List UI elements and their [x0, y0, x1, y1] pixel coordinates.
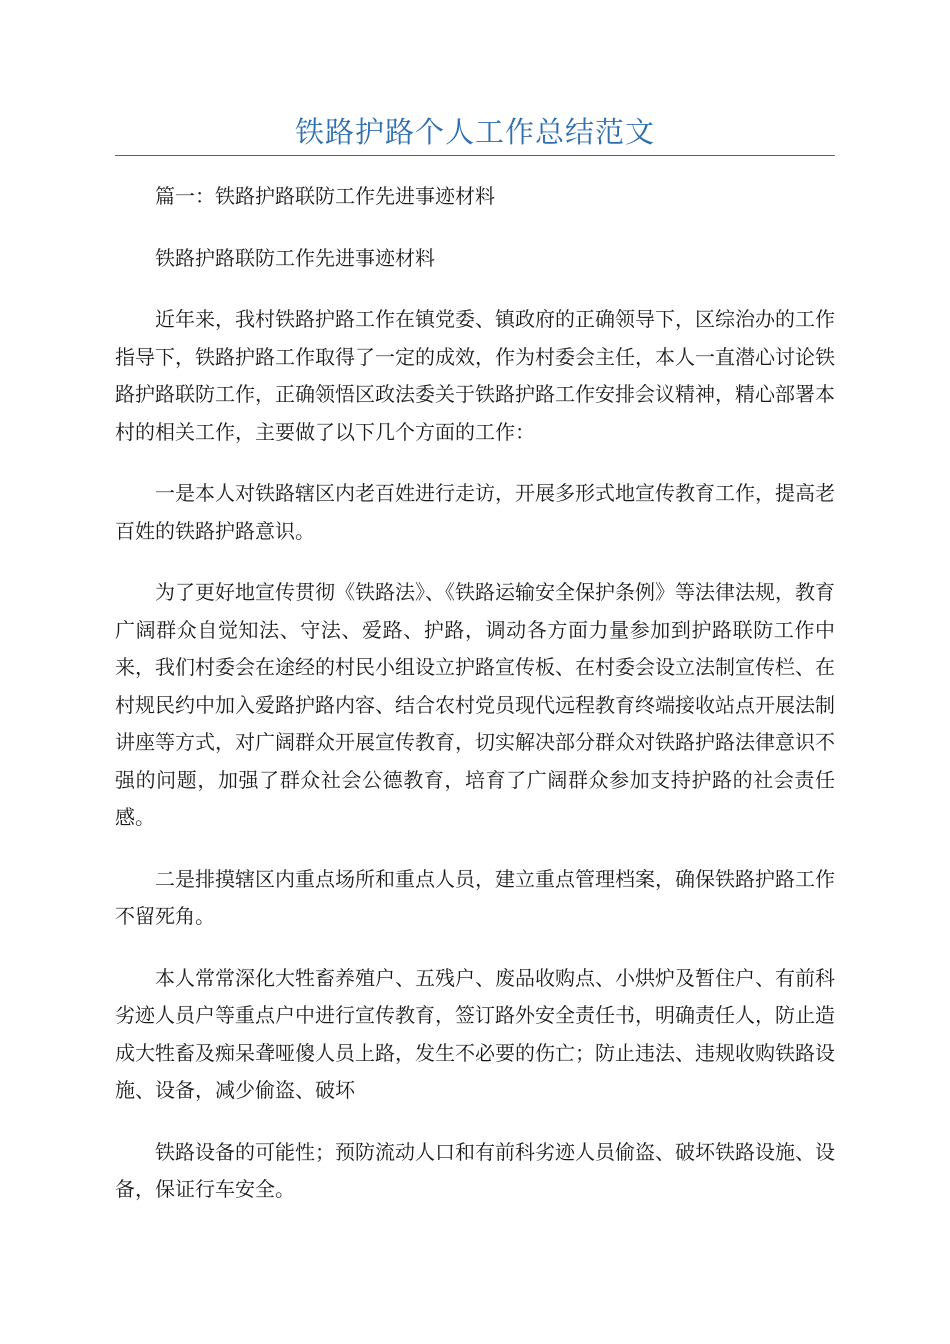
paragraph: 为了更好地宣传贯彻《铁路法》、《铁路运输安全保护条例》等法律法规，教育广阔群众自觉知法、守法、爱路、护路，调动各方面力量参加到护路联防工作中来，我们村委会在途经的村民小组设立护路宣传板、在村委会设立法制宣传栏、在村规民约中加入爱路护路内容、结合农村党员现代远程教育终端接收站点开展法制讲座等方式，对广阔群众开展宣传教育，切实解决部分群众对铁路护路法律意识不强的问题，加强了群众社会公德教育，培育了广阔群众参加支持护路的社会责任感。 — [115, 580, 835, 829]
paragraph-section-heading: 篇一：铁路护路联防工作先进事迹材料 — [155, 184, 495, 208]
paragraph: 一是本人对铁路辖区内老百姓进行走访，开展多形式地宣传教育工作，提高老百姓的铁路护路意识。 — [115, 481, 835, 543]
document-title: 铁路护路个人工作总结范文 — [294, 115, 655, 149]
paragraph: 近年来，我村铁路护路工作在镇党委、镇政府的正确领导下，区综治办的工作指导下，铁路护路工作取得了一定的成效，作为村委会主任，本人一直潜心讨论铁路护路联防工作，正确领悟区政法委关于铁路护路工作安排会议精神，精心部署本村的相关工作，主要做了以下几个方面的工作： — [115, 307, 835, 444]
paragraph-subtitle: 铁路护路联防工作先进事迹材料 — [155, 245, 435, 270]
paragraph: 本人常常深化大牲畜养殖户、五残户、废品收购点、小烘炉及暂住户、有前科劣迹人员户等重点户中进行宣传教育，签订路外安全责任书，明确责任人，防止造成大牲畜及痴呆聋哑傻人员上路，发生不必要的伤亡；防止违法、违规收购铁路设施、设备，减少偷盗、破坏 — [115, 965, 835, 1102]
paragraph: 二是排摸辖区内重点场所和重点人员，建立重点管理档案，确保铁路护路工作不留死角。 — [115, 866, 835, 928]
document-page — [115, 0, 835, 1233]
title-underline — [115, 155, 835, 156]
paragraph: 铁路设备的可能性；预防流动人口和有前科劣迹人员偷盗、破坏铁路设施、设备，保证行车安全。 — [115, 1139, 835, 1201]
document-body — [115, 178, 835, 1209]
